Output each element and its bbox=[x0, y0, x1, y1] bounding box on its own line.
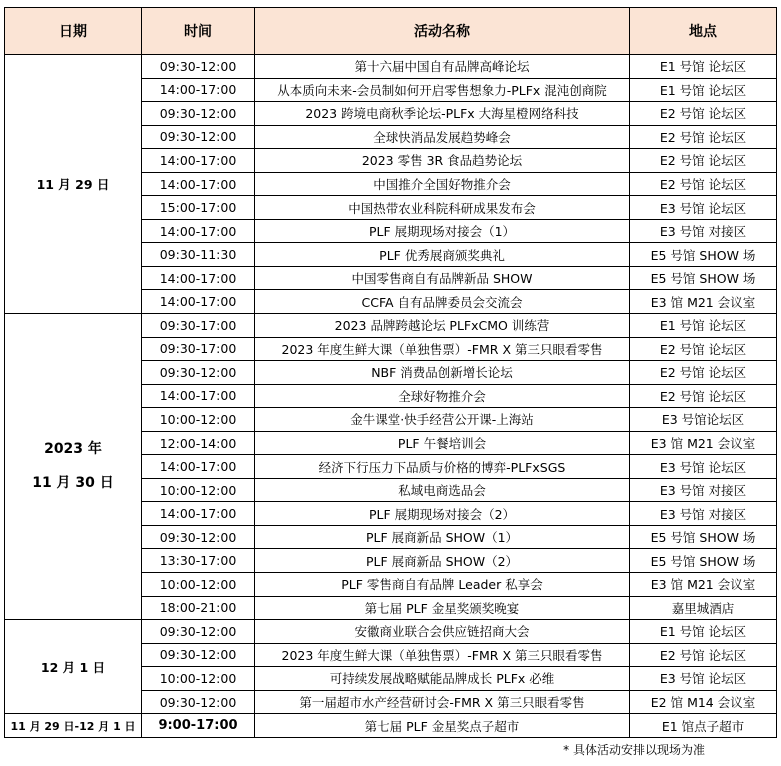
header-time: 时间 bbox=[142, 8, 255, 55]
time-cell: 09:30-17:00 bbox=[142, 337, 255, 361]
time-cell: 09:30-12:00 bbox=[142, 125, 255, 149]
time-cell: 09:30-12:00 bbox=[142, 361, 255, 385]
activity-name-cell: PLF 零售商自有品牌 Leader 私享会 bbox=[255, 573, 630, 597]
time-cell: 09:30-12:00 bbox=[142, 620, 255, 644]
location-cell: E5 号馆 SHOW 场 bbox=[630, 266, 777, 290]
time-cell: 09:30-17:00 bbox=[142, 314, 255, 338]
time-cell: 14:00-17:00 bbox=[142, 149, 255, 173]
time-cell: 14:00-17:00 bbox=[142, 290, 255, 314]
location-cell: E2 馆 M14 会议室 bbox=[630, 690, 777, 714]
location-cell: E1 号馆 论坛区 bbox=[630, 314, 777, 338]
location-cell: E3 号馆 对接区 bbox=[630, 219, 777, 243]
location-cell: E3 号馆 对接区 bbox=[630, 502, 777, 526]
location-cell: E5 号馆 SHOW 场 bbox=[630, 549, 777, 573]
activity-name-cell: PLF 展期现场对接会（1） bbox=[255, 219, 630, 243]
time-cell: 09:30-11:30 bbox=[142, 243, 255, 267]
time-cell: 14:00-17:00 bbox=[142, 78, 255, 102]
activity-name-cell: 第七届 PLF 金星奖点子超市 bbox=[255, 714, 630, 738]
location-cell: E2 号馆 论坛区 bbox=[630, 337, 777, 361]
header-date: 日期 bbox=[5, 8, 142, 55]
time-cell: 9:00-17:00 bbox=[142, 714, 255, 738]
activity-name-cell: 中国推介全国好物推介会 bbox=[255, 172, 630, 196]
time-cell: 14:00-17:00 bbox=[142, 266, 255, 290]
location-cell: E3 号馆 论坛区 bbox=[630, 667, 777, 691]
activity-name-cell: CCFA 自有品牌委员会交流会 bbox=[255, 290, 630, 314]
activity-name-cell: 全球快消品发展趋势峰会 bbox=[255, 125, 630, 149]
time-cell: 13:30-17:00 bbox=[142, 549, 255, 573]
activity-name-cell: 金牛课堂·快手经营公开课-上海站 bbox=[255, 408, 630, 432]
time-cell: 12:00-14:00 bbox=[142, 431, 255, 455]
location-cell: E2 号馆 论坛区 bbox=[630, 125, 777, 149]
location-cell: E2 号馆 论坛区 bbox=[630, 149, 777, 173]
footnote: * 具体活动安排以现场为准 bbox=[563, 743, 705, 757]
location-cell: E5 号馆 SHOW 场 bbox=[630, 525, 777, 549]
time-cell: 09:30-12:00 bbox=[142, 55, 255, 79]
activity-name-cell: 私域电商选品会 bbox=[255, 478, 630, 502]
location-cell: E1 号馆 论坛区 bbox=[630, 55, 777, 79]
date-cell-nov-30 bbox=[5, 314, 142, 620]
table-row bbox=[5, 314, 777, 338]
date-cell-dec-1: 12 月 1 日 bbox=[5, 620, 142, 714]
location-cell: E5 号馆 SHOW 场 bbox=[630, 243, 777, 267]
activity-name-cell: 中国零售商自有品牌新品 SHOW bbox=[255, 266, 630, 290]
time-cell: 15:00-17:00 bbox=[142, 196, 255, 220]
location-cell: E2 号馆 论坛区 bbox=[630, 361, 777, 385]
time-cell: 09:30-12:00 bbox=[142, 643, 255, 667]
location-cell: E3 馆 M21 会议室 bbox=[630, 573, 777, 597]
location-cell: E3 号馆论坛区 bbox=[630, 408, 777, 432]
activity-name-cell: 安徽商业联合会供应链招商大会 bbox=[255, 620, 630, 644]
location-cell: 嘉里城酒店 bbox=[630, 596, 777, 620]
activity-name-cell: PLF 展期现场对接会（2） bbox=[255, 502, 630, 526]
time-cell: 09:30-12:00 bbox=[142, 102, 255, 126]
time-cell: 10:00-12:00 bbox=[142, 408, 255, 432]
location-cell: E2 号馆 论坛区 bbox=[630, 102, 777, 126]
table-row bbox=[5, 620, 777, 644]
location-cell: E1 馆点子超市 bbox=[630, 714, 777, 738]
activity-name-cell: 2023 年度生鲜大课（单独售票）-FMR X 第三只眼看零售 bbox=[255, 643, 630, 667]
time-cell: 14:00-17:00 bbox=[142, 502, 255, 526]
table-row bbox=[5, 55, 777, 79]
date-year: 2023 年 bbox=[44, 440, 102, 457]
header-activity-name: 活动名称 bbox=[255, 8, 630, 55]
activity-name-cell: 2023 年度生鲜大课（单独售票）-FMR X 第三只眼看零售 bbox=[255, 337, 630, 361]
activity-name-cell: 从本质向未来-会员制如何开启零售想象力-PLFx 混沌创商院 bbox=[255, 78, 630, 102]
date-day: 11 月 30 日 bbox=[32, 474, 114, 491]
time-cell: 10:00-12:00 bbox=[142, 478, 255, 502]
location-cell: E3 馆 M21 会议室 bbox=[630, 290, 777, 314]
date-cell-all-days: 11 月 29 日-12 月 1 日 bbox=[5, 714, 142, 738]
activity-name-cell: 全球好物推介会 bbox=[255, 384, 630, 408]
activity-name-cell: 第十六届中国自有品牌高峰论坛 bbox=[255, 55, 630, 79]
location-cell: E2 号馆 论坛区 bbox=[630, 643, 777, 667]
location-cell: E2 号馆 论坛区 bbox=[630, 384, 777, 408]
activity-name-cell: NBF 消费品创新增长论坛 bbox=[255, 361, 630, 385]
activity-name-cell: 中国热带农业科院科研成果发布会 bbox=[255, 196, 630, 220]
time-cell: 18:00-21:00 bbox=[142, 596, 255, 620]
schedule-table bbox=[4, 7, 777, 738]
activity-name-cell: 经济下行压力下品质与价格的博弈-PLFxSGS bbox=[255, 455, 630, 479]
activity-name-cell: PLF 展商新品 SHOW（2） bbox=[255, 549, 630, 573]
header-location: 地点 bbox=[630, 8, 777, 55]
activity-name-cell: PLF 展商新品 SHOW（1） bbox=[255, 525, 630, 549]
time-cell: 10:00-12:00 bbox=[142, 667, 255, 691]
location-cell: E3 号馆 论坛区 bbox=[630, 455, 777, 479]
time-cell: 09:30-12:00 bbox=[142, 690, 255, 714]
table-row bbox=[5, 714, 777, 738]
date-cell-nov-29: 11 月 29 日 bbox=[5, 55, 142, 314]
time-cell: 14:00-17:00 bbox=[142, 172, 255, 196]
time-cell: 14:00-17:00 bbox=[142, 219, 255, 243]
time-cell: 10:00-12:00 bbox=[142, 573, 255, 597]
location-cell: E3 馆 M21 会议室 bbox=[630, 431, 777, 455]
activity-name-cell: 2023 跨境电商秋季论坛-PLFx 大海星橙网络科技 bbox=[255, 102, 630, 126]
activity-name-cell: 第七届 PLF 金星奖颁奖晚宴 bbox=[255, 596, 630, 620]
header-row bbox=[5, 8, 777, 55]
activity-name-cell: 2023 品牌跨越论坛 PLFxCMO 训练营 bbox=[255, 314, 630, 338]
activity-name-cell: PLF 午餐培训会 bbox=[255, 431, 630, 455]
time-cell: 09:30-12:00 bbox=[142, 525, 255, 549]
location-cell: E3 号馆 对接区 bbox=[630, 478, 777, 502]
time-cell: 14:00-17:00 bbox=[142, 455, 255, 479]
time-cell: 14:00-17:00 bbox=[142, 384, 255, 408]
activity-name-cell: 第一届超市水产经营研讨会-FMR X 第三只眼看零售 bbox=[255, 690, 630, 714]
activity-name-cell: 可持续发展战略赋能品牌成长 PLFx 必维 bbox=[255, 667, 630, 691]
location-cell: E2 号馆 论坛区 bbox=[630, 172, 777, 196]
activity-name-cell: 2023 零售 3R 食品趋势论坛 bbox=[255, 149, 630, 173]
location-cell: E1 号馆 论坛区 bbox=[630, 620, 777, 644]
location-cell: E3 号馆 论坛区 bbox=[630, 196, 777, 220]
activity-name-cell: PLF 优秀展商颁奖典礼 bbox=[255, 243, 630, 267]
location-cell: E1 号馆 论坛区 bbox=[630, 78, 777, 102]
